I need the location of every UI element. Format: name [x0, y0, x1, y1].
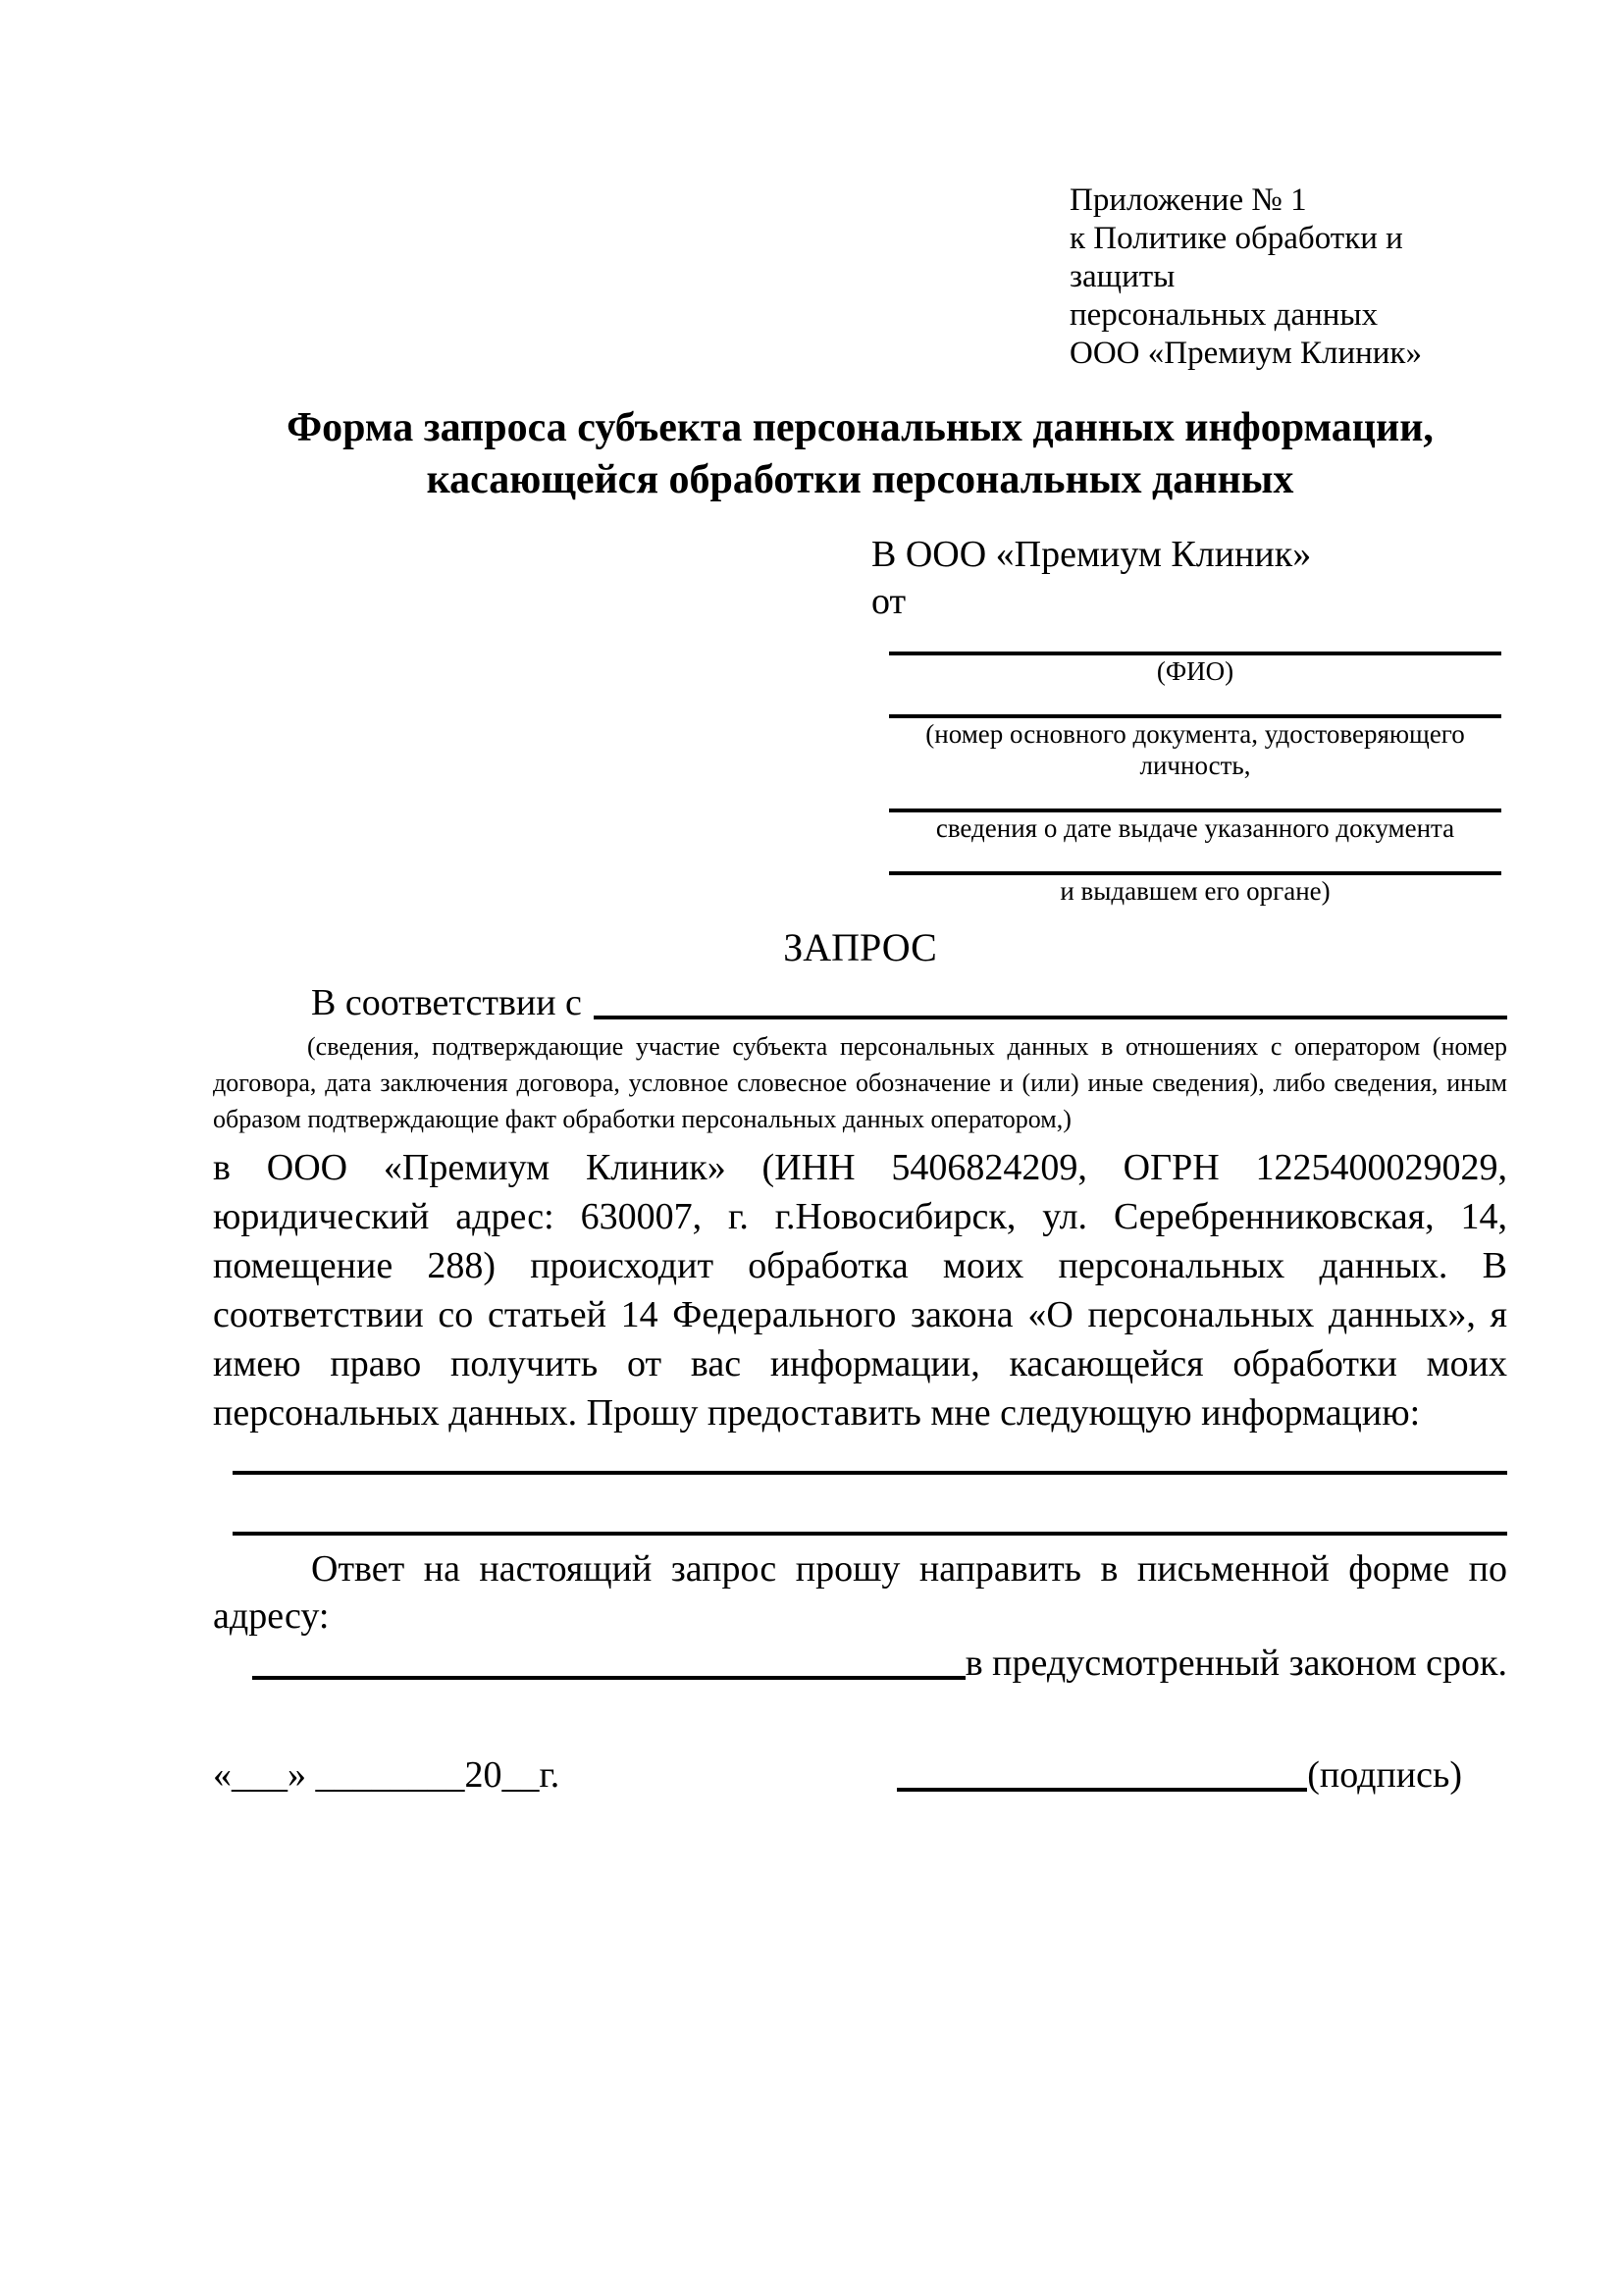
- reply-address-blank-line: [252, 1640, 966, 1680]
- date-signature-row: [213, 1751, 1507, 1799]
- signature-caption: (подпись): [1307, 1754, 1462, 1796]
- document-title: [213, 402, 1507, 506]
- reply-address-row: [213, 1640, 1507, 1687]
- issuing-authority-caption: и выдавшем его органе): [1060, 876, 1331, 906]
- date-blank: «___» ________20__г.: [213, 1754, 560, 1796]
- accordance-prefix: В соответствии с: [311, 982, 582, 1023]
- requested-info-blank-line-2: [233, 1532, 1507, 1536]
- appendix-line: персональных данных: [1070, 297, 1379, 333]
- footnote-text: (сведения, подтверждающие участие субъекта персональных данных в отношениях с оператором (номер договора, дата заключения договора, условное словесное обозначение и (или) иные сведения), либо сведения, иным образом подтверждающие факт обработки персональных данных оператором,): [213, 1032, 1507, 1133]
- appendix-block: [1070, 182, 1507, 373]
- form-field-fio: [871, 624, 1501, 687]
- form-field-issue-date: [871, 781, 1501, 844]
- requested-info-blank-line-1: [233, 1471, 1507, 1475]
- appendix-line: Приложение № 1: [1070, 183, 1307, 218]
- addressee-block: [871, 532, 1501, 907]
- signature-blank-line: [897, 1751, 1307, 1792]
- document-number-blank-line: [889, 687, 1501, 718]
- form-field-document-number: [871, 687, 1501, 781]
- addressee-to: В ООО «Премиум Клиник»: [871, 534, 1312, 575]
- issuing-authority-blank-line: [889, 844, 1501, 875]
- signature-area: [897, 1751, 1462, 1799]
- appendix-line: к Политике обработки и защиты: [1070, 221, 1403, 294]
- reply-request-text: Ответ на настоящий запрос прошу направить в письменной форме по адресу:: [213, 1548, 1507, 1637]
- accordance-blank-line: [594, 979, 1507, 1019]
- reply-suffix-text: в предусмотренный законом срок.: [965, 1643, 1507, 1684]
- document-number-caption: (номер основного документа, удостоверяющего личность,: [925, 719, 1465, 780]
- issue-date-blank-line: [889, 781, 1501, 812]
- title-line-2: касающейся обработки персональных данных: [426, 457, 1294, 502]
- form-field-issuing-authority: [871, 844, 1501, 907]
- request-heading: ЗАПРОС: [783, 925, 937, 969]
- issue-date-caption: сведения о дате выдаче указанного документа: [935, 813, 1455, 843]
- addressee-from-label: от: [871, 581, 907, 622]
- request-body-text: в ООО «Премиум Клиник» (ИНН 5406824209, ОГРН 1225400029029, юридический адрес: 630007, г. г.Новосибирск, ул. Серебренниковская, 14, помещение 288) происходит обработка моих персональных данных. В соответствии со статьей 14 Федерального закона «О персональных данных», я имею право получить от вас информации, касающейся обработки моих персональных данных. Прошу предоставить мне следующую информацию:: [213, 1147, 1507, 1434]
- fio-caption: (ФИО): [1156, 656, 1234, 686]
- accordance-line: [213, 979, 1507, 1026]
- appendix-line: ООО «Премиум Клиник»: [1070, 336, 1422, 371]
- title-line-1: Форма запроса субъекта персональных данных информации,: [287, 405, 1434, 450]
- fio-blank-line: [889, 624, 1501, 655]
